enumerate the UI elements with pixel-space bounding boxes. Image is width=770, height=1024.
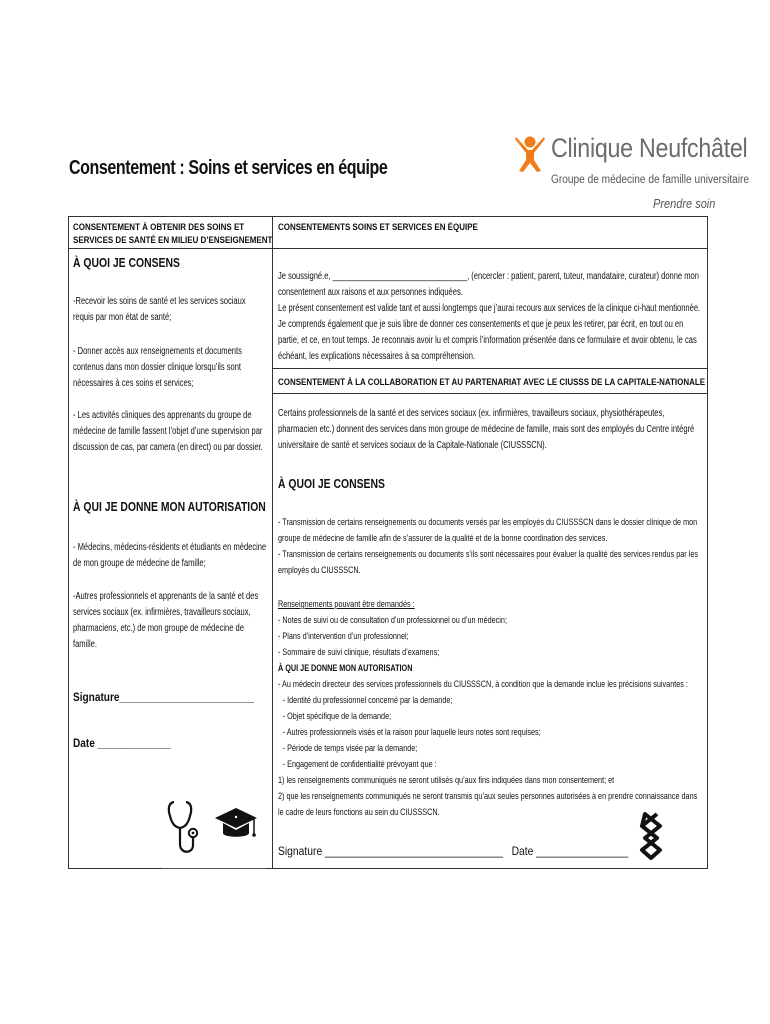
collab-text: Certains professionnels de la santé et des services sociaux (ex. infirmières, travailleurs sociaux, physiothérapeutes, pharmacien etc.) donnent des services dans mon groupe de médecine de famille, mais sont des employés du Centre intégré universitaire de santé et services sociaux de la Capitale-Nationale (CIUSSSCN). <box>278 408 695 451</box>
collab-header: CONSENTEMENT À LA COLLABORATION ET AU PARTENARIAT AVEC LE CIUSSS DE LA CAPITALE-NATIONALE <box>278 377 706 388</box>
interlinked-hands-icon <box>636 812 666 860</box>
condition-1: 1) les renseignements communiqués ne seront utilisés qu’aux fins indiquées dans mon consentement; et <box>278 775 615 785</box>
right-auth-intro: - Au médecin directeur des services professionnels du CIUSSSCN, à condition que la demande inclue les précisions suivantes : <box>278 679 688 689</box>
left-consent-heading: À QUOI JE CONSENS <box>73 255 180 270</box>
requested-item-2: - Plans d’intervention d’un professionnel; <box>278 631 409 641</box>
page-title: Consentement : Soins et services en équipe <box>69 157 388 179</box>
right-auth-item-1: - Identité du professionnel concerné par la demande; <box>282 695 453 705</box>
left-consent-item-2: - Donner accès aux renseignements et documents contenus dans mon dossier clinique lorsqu’ils sont nécessaires à ces soins et services; <box>73 346 242 389</box>
condition-2: 2) que les renseignements communiqués ne seront transmis qu’aux seules personnes autorisées à en prendre connaissance dans le cadre de leurs fonctions au sein du CIUSSSCN. <box>278 791 698 817</box>
right-date-label[interactable]: Date ________________ <box>511 844 629 858</box>
clinic-name: Clinique Neufchâtel <box>551 133 748 163</box>
clinic-subtitle: Groupe de médecine de famille universitaire <box>551 174 750 186</box>
person-figure-icon <box>512 133 548 173</box>
right-consent-item-2: - Transmission de certains renseignements ou documents s’ils sont nécessaires pour évaluer la qualité des services rendus par les employés du CIUSSSCN. <box>278 549 698 575</box>
left-signature-field[interactable]: Signature________________________ <box>73 690 255 704</box>
left-consent-item-3: - Les activités cliniques des apprenants du groupe de médecine de famille fassent l’objet d’une supervision par discussion de cas, par camera (en direct) ou par dossier. <box>73 410 263 453</box>
right-signature-field[interactable] <box>278 844 628 858</box>
right-consent-item-1: - Transmission de certains renseignements ou documents versés par les employés du CIUSSSCN dans le dossier clinique de mon groupe de médecine de famille afin de s’assurer de la qualité et de la bonne coordination des services. <box>278 517 698 543</box>
right-header: CONSENTEMENTS SOINS ET SERVICES EN ÉQUIPE <box>278 222 478 233</box>
right-intro-line-2: Le présent consentement est valide tant et aussi longtemps que j’aurai recours aux services de la clinique ci-haut mentionnée. Je comprends également que je suis libre de donner ces consentements et que je peux les retirer, par écrit, en tout ou en partie, et ce, en tout temps. Je reconnais avoir lu et compris l’information présentée dans ce formulaire et avoir obtenu, le cas échéant, les explications nécessaires à sa compréhension. <box>278 303 701 362</box>
right-auth-item-3: - Autres professionnels visés et la raison pour laquelle leurs notes sont requises; <box>282 727 541 737</box>
left-date-field[interactable]: Date _____________ <box>73 736 171 750</box>
requested-heading: Renseignements pouvant être demandés : <box>278 599 415 609</box>
icon-underline <box>162 868 266 869</box>
stethoscope-icon <box>166 800 206 858</box>
graduation-cap-icon <box>214 806 258 846</box>
right-signature-label[interactable]: Signature _______________________________ <box>278 844 503 858</box>
header-divider <box>68 248 708 249</box>
right-intro-line-1: Je soussigné.e, ________________________________, (encercler : patient, parent, tuteur, mandataire, curateur) donne mon consentement aux raisons et aux personnes indiquées. <box>278 271 699 298</box>
clinic-slogan: Prendre soin <box>653 197 716 211</box>
column-divider <box>272 216 273 869</box>
left-header: CONSENTEMENT À OBTENIR DES SOINS ET SERVICES DE SANTÉ EN MILIEU D’ENSEIGNEMENT <box>73 222 273 246</box>
left-consent-item-1: -Recevoir les soins de santé et les services sociaux requis par mon état de santé; <box>73 296 246 323</box>
right-auth-heading: À QUI JE DONNE MON AUTORISATION <box>278 663 413 673</box>
left-auth-item-2: -Autres professionnels et apprenants de la santé et des services sociaux (ex. infirmières, travailleurs sociaux, pharmaciens, etc.) de mon groupe de médecine de famille. <box>73 591 259 650</box>
right-auth-item-4: - Période de temps visée par la demande; <box>282 743 418 753</box>
right-auth-item-5: - Engagement de confidentialité prévoyant que : <box>282 759 437 769</box>
collab-divider-top <box>272 368 708 369</box>
right-consent-items <box>278 514 702 578</box>
collab-divider-bottom <box>272 393 708 394</box>
left-auth-item-1: - Médecins, médecins-résidents et étudiants en médecine de mon groupe de médecine de famille; <box>73 542 267 569</box>
right-consent-heading: À QUOI JE CONSENS <box>278 476 385 491</box>
right-auth-item-2: - Objet spécifique de la demande; <box>282 711 392 721</box>
requested-item-1: - Notes de suivi ou de consultation d’un professionnel ou d’un médecin; <box>278 615 507 625</box>
left-auth-heading: À QUI JE DONNE MON AUTORISATION <box>73 499 266 514</box>
right-intro <box>278 269 702 365</box>
requested-item-3: - Sommaire de suivi clinique, résultats d’examens; <box>278 647 440 657</box>
right-requested-block <box>278 596 702 820</box>
